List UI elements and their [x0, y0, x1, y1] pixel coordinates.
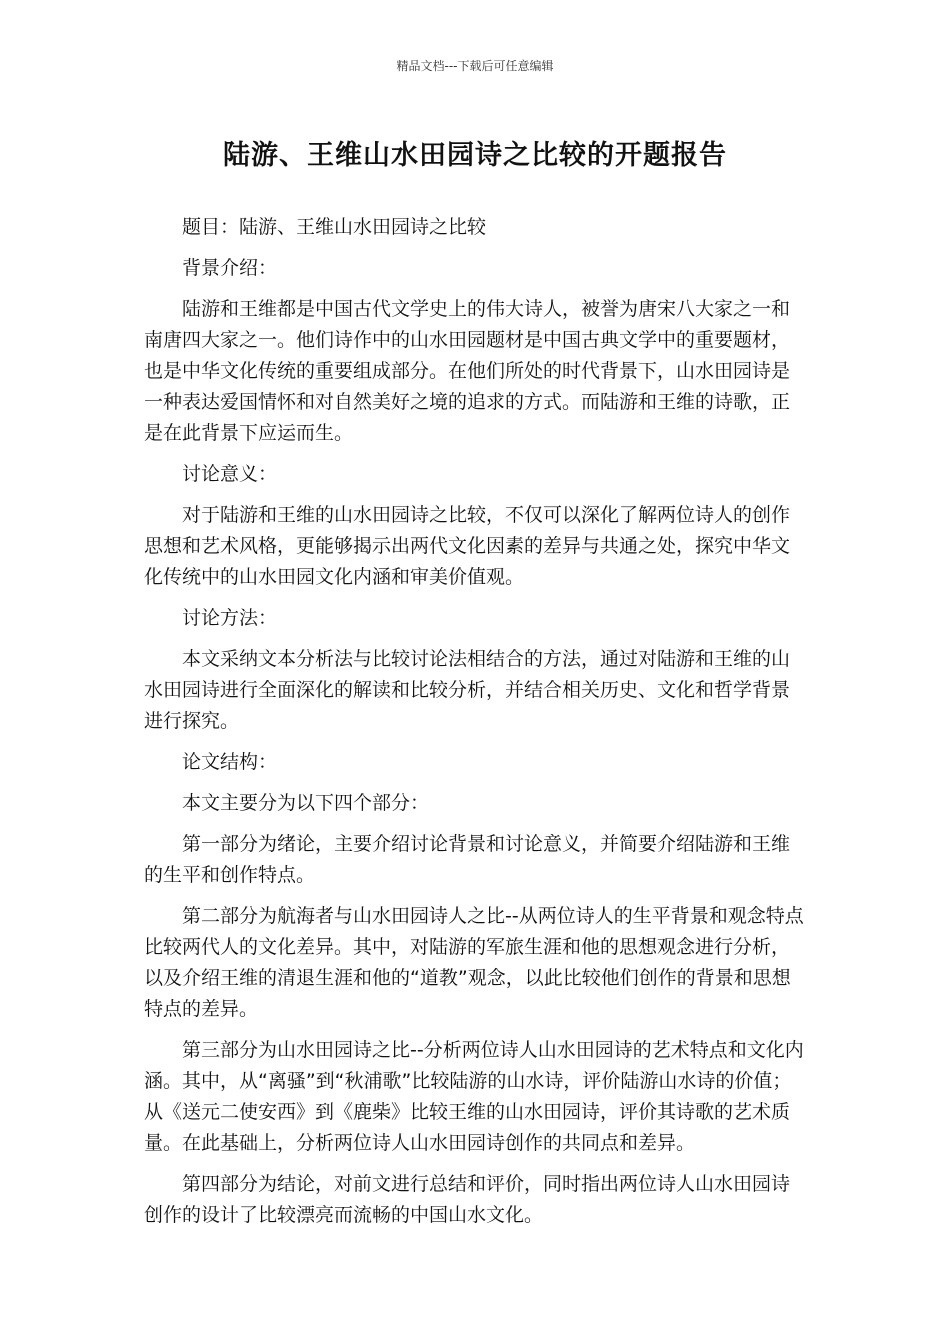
paragraph-topic: 题目：陆游、王维山水田园诗之比较 [182, 216, 487, 238]
heading-method: 讨论方法： [182, 607, 278, 629]
heading-significance: 讨论意义： [182, 463, 278, 485]
paragraph-significance: 对于陆游和王维的山水田园诗之比较，不仅可以深化了解两位诗人的创作思想和艺术风格，更能够揭示出两代文化因素的差异与共通之处，探究中华文化传统中的山水田园文化内涵和审美价值观。 [144, 504, 791, 588]
paragraph-method: 本文采纳文本分析法与比较讨论法相结合的方法，通过对陆游和王维的山水田园诗进行全面深化的解读和比较分析，并结合相关历史、文化和哲学背景进行探究。 [144, 648, 791, 732]
paragraph-part-one: 第一部分为绪论，主要介绍讨论背景和讨论意义，并简要介绍陆游和王维的生平和创作特点。 [144, 833, 791, 886]
paragraph-part-three: 第三部分为山水田园诗之比--分析两位诗人山水田园诗的艺术特点和文化内涵。其中，从“离骚”到“秋浦歌”比较陆游的山水诗，评价陆游山水诗的价值；从《送元二使安西》到《鹿柴》比较王维的山水田园诗，评价其诗歌的艺术质量。在此基础上，分析两位诗人山水田园诗创作的共同点和差异。 [144, 1039, 804, 1154]
heading-background: 背景介绍： [182, 257, 278, 279]
document-body [144, 212, 808, 1241]
document-title: 陆游、王维山水田园诗之比较的开题报告 [223, 140, 727, 171]
paragraph-part-two: 第二部分为航海者与山水田园诗人之比--从两位诗人的生平背景和观念特点比较两代人的文化差异。其中，对陆游的军旅生涯和他的思想观念进行分析，以及介绍王维的清退生涯和他的“道教”观念，以此比较他们创作的背景和思想特点的差异。 [144, 905, 804, 1020]
heading-structure: 论文结构： [182, 751, 278, 773]
paragraph-background: 陆游和王维都是中国古代文学史上的伟大诗人，被誉为唐宋八大家之一和南唐四大家之一。他们诗作中的山水田园题材是中国古典文学中的重要题材，也是中华文化传统的重要组成部分。在他们所处的时代背景下，山水田园诗是一种表达爱国情怀和对自然美好之境的追求的方式。而陆游和王维的诗歌，正是在此背景下应运而生。 [144, 298, 791, 444]
paragraph-part-four: 第四部分为结论，对前文进行总结和评价，同时指出两位诗人山水田园诗创作的设计了比较漂亮而流畅的中国山水文化。 [144, 1173, 791, 1226]
paragraph-structure-intro: 本文主要分为以下四个部分： [182, 792, 430, 814]
header-note: 精品文档---下载后可任意编辑 [396, 59, 554, 73]
